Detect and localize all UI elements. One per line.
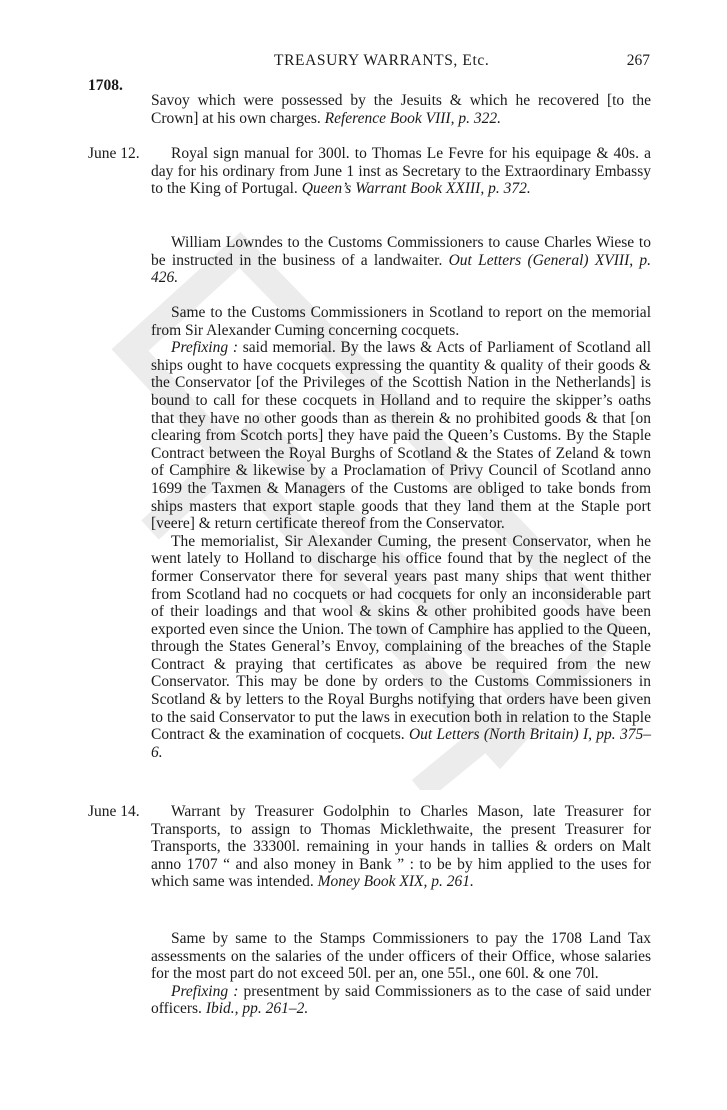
entry-paragraph: Savoy which were possessed by the Jesuits & which he recovered [to the Crown] at his own charges. Reference Book VIII, p. 322. — [151, 92, 651, 127]
reference: Out Letters (General) XVIII, p. 426. — [151, 251, 651, 287]
reference: Out Letters (North Britain) I, pp. 375–6. — [151, 726, 652, 761]
entry-paragraph: Warrant by Treasurer Godolphin to Charles Mason, late Treasurer for Transports, to assign to Thomas Micklethwaite, the present Treasurer for Transports, the 33300l. remaining in your hands in tallies & orders on Malt anno 1707 “ and also money in Bank ” : to be by him applied to the uses for which same was intended. Money Book XIX, p. 261. — [151, 803, 651, 891]
reference: Money Book XIX, p. 261. — [317, 873, 474, 891]
reference: Reference Book VIII, p. 322. — [324, 109, 501, 127]
reference: Ibid., pp. 261–2. — [205, 1000, 309, 1018]
entry-3 — [151, 304, 651, 761]
margin-year: 1708. — [88, 77, 123, 94]
entry-5 — [151, 930, 651, 1018]
entry-paragraph: Prefixing : said memorial. By the laws & Acts of Parliament of Scotland all ships ought to have cocquets expressing the quantity & quality of their goods & the Conservator [of the Privileges of the Scottish Nation in the Netherlands] is bound to call for these cocquets in Holland and to require the skipper’s oaths that they have no other goods than as therein & no prohibited goods & that [on clearing from Scotch ports] they have paid the Queen’s Customs. By the Staple Contract between the Royal Burghs of Scotland & the States of Zeland & town of Camphire & likewise by a Proclamation of Privy Council of Scotland anno 1699 the Taxmen & Managers of the Customs are obliged to take bonds from ships masters that export staple goods that they land them at the Staple port [veere] & return certificate thereof from the Conservator. — [151, 339, 651, 533]
entry-1 — [151, 145, 651, 198]
entry-paragraph: Royal sign manual for 300l. to Thomas Le Fevre for his equipage & 40s. a day for his ordinary from June 1 inst as Secretary to the Extraordinary Embassy to the King of Portugal. Queen’s Warrant Book XXIII, p. 372. — [151, 145, 651, 198]
entry-paragraph: The memorialist, Sir Alexander Cuming, the present Conservator, when he went lately to Holland to discharge his office found that by the neglect of the former Conservator there for several years past many ships that went thither from Scotland had no cocquets or had cocquets for only an inconsiderable part of their loadings and that wool & skins & other prohibited goods have been exported even since the Union. The town of Camphire has applied to the Queen, through the States General’s Envoy, complaining of the breaches of the Staple Contract & praying that certificates as above be required from the new Conservator. This may be done by orders to the Customs Commissioners in Scotland & by letters to the Royal Burghs notifying that orders have been given to the said Conservator to put the laws in execution both in relation to the Staple Contract & the examination of cocquets. Out Letters (North Britain) I, pp. 375–6. — [151, 532, 652, 761]
running-header — [0, 52, 727, 74]
entry-0 — [151, 92, 651, 127]
entry-paragraph: William Lowndes to the Customs Commissioners to cause Charles Wiese to be instructed in the business of a landwaiter. Out Letters (General) XVIII, p. 426. — [151, 234, 651, 287]
header-title: TREASURY WARRANTS, Etc. — [274, 52, 490, 69]
entry-paragraph: Same by same to the Stamps Commissioners to pay the 1708 Land Tax assessments on the salaries of the under officers of their Office, whose salaries for the most part do not exceed 50l. per an, one 55l., one 60l. & one 70l. — [151, 930, 651, 983]
entry-4 — [151, 803, 651, 891]
page-number: 267 — [626, 52, 650, 69]
prefix-label: Prefixing : — [171, 339, 239, 357]
entry-date: June 14. — [88, 803, 140, 820]
entry-paragraph: Same to the Customs Commissioners in Scotland to report on the memorial from Sir Alexander Cuming concerning cocquets. — [151, 304, 651, 339]
prefix-label: Prefixing : — [171, 982, 239, 1000]
entry-date: June 12. — [88, 145, 140, 162]
entry-2 — [151, 234, 651, 287]
entry-paragraph: Prefixing : presentment by said Commissioners as to the case of said under officers. Ibid., pp. 261–2. — [151, 982, 651, 1018]
reference: Queen’s Warrant Book XXIII, p. 372. — [301, 180, 531, 198]
